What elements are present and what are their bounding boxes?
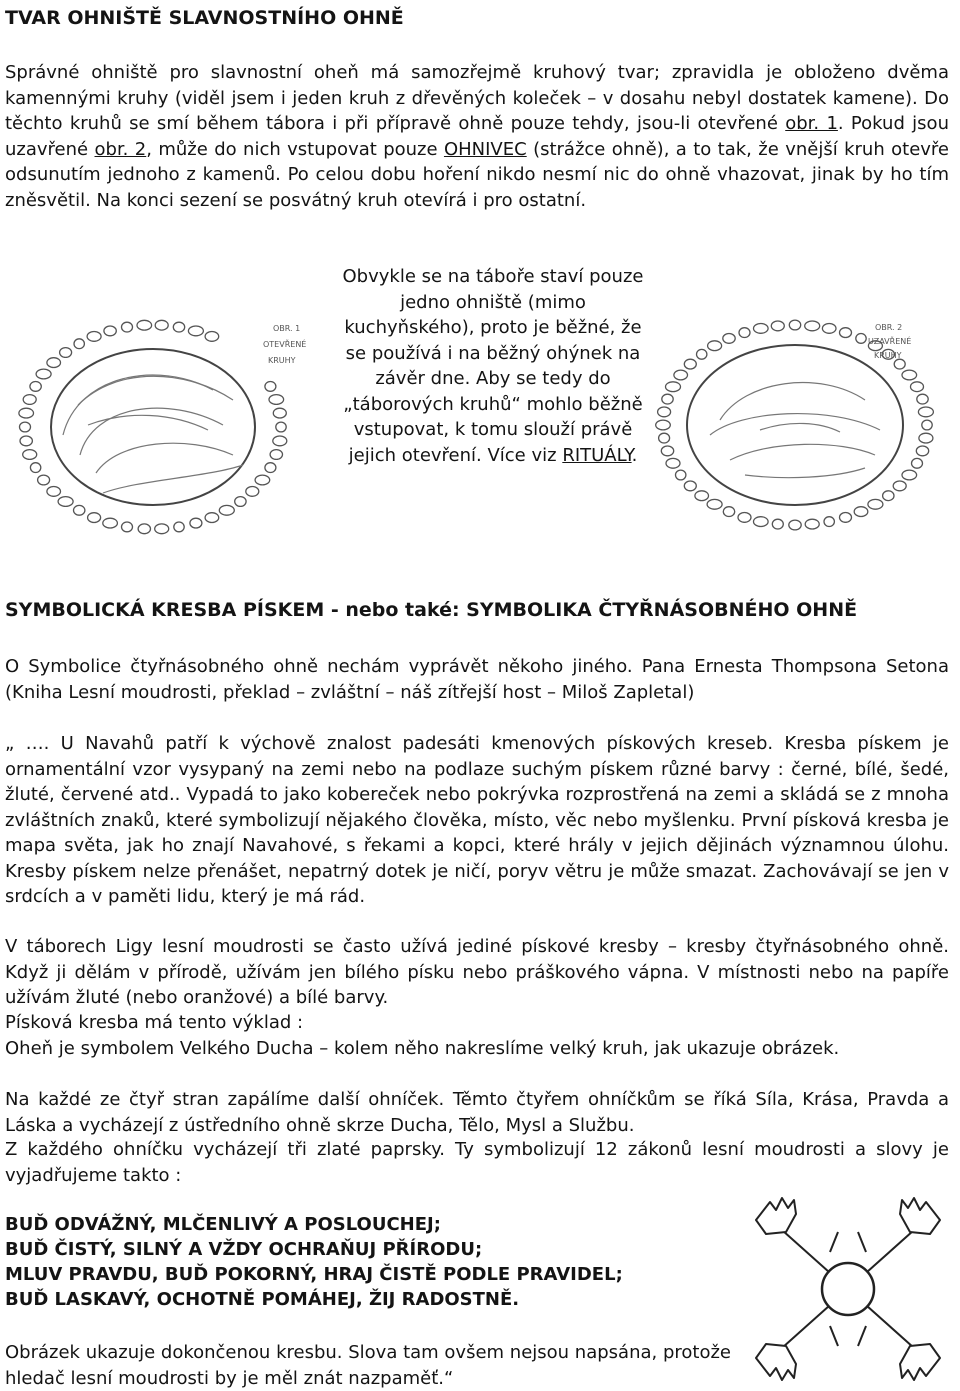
stone [893,481,906,491]
stone [659,433,670,443]
stone [19,408,34,418]
stone [912,458,923,468]
paragraph-text: , může do nich vstupovat pouze [146,138,444,160]
stone [36,369,51,379]
stone [708,341,722,351]
paragraph-finished-drawing: Obrázek ukazuje dokončenou kresbu. Slova tam ovšem nejsou napsána, protože hledač lesní moudrosti by je měl znát nazpaměť.“ [5,1342,731,1389]
stone [656,420,671,430]
paragraph-text: . Pokud jsou uzavřené [5,113,949,160]
figure-label: OBR. 1 [273,324,301,333]
stone [20,422,31,432]
stone [883,491,894,501]
stone [754,517,769,527]
stone [138,524,150,534]
stone [173,322,184,332]
stone [60,348,72,358]
fourfold-fire-drawing [738,1192,958,1386]
stone [902,470,917,480]
side-note-end: . [631,444,638,466]
stone [894,359,905,369]
link-obr-2[interactable]: obr. 2 [94,138,147,160]
stone [38,475,50,485]
stone [246,487,259,497]
stone [738,513,751,523]
laws-list [5,1212,765,1312]
stone [122,322,133,332]
paragraph-text: Správné ohniště pro slavnostní oheň má samozřejmě kruhový tvar; zpravidla je obloženo dvěma kamennými kruhy (viděl jsem i jeden kruh z dřevěných koleček – v dosahu nebyl dostatek kamene). Do těchto kruhů se smí během tábora i při přípravě ohně pouze tehdy, jsou-li otevřené [5,62,949,134]
stone [723,334,735,344]
stone [205,513,219,523]
law-line: BUĎ ČISTÝ, SILNÝ A VŽDY OCHRAŇUJ PŘÍRODU; [5,1239,483,1260]
paragraph-league-camps: V táborech Ligy lesní moudrosti se často užívá jediné pískové kresby – kresby čtyřnásobného ohně. Když ji dělám v přírodě, užívám jen bílého písku nebo práškového vápna. V místnosti nebo na papíře užívám žluté (nebo oranžové) a bílé barvy. [5,936,949,1008]
stone [840,328,852,338]
stone [104,326,116,336]
stone [902,370,917,380]
stone [919,433,933,443]
stone [47,487,61,497]
stone [856,334,866,344]
stone [74,339,84,349]
stone [674,370,688,380]
stone [789,520,801,530]
stone [235,497,246,507]
stone [684,481,696,491]
stone [87,332,101,342]
stone [840,513,852,523]
stone [789,320,800,330]
stone [122,522,133,532]
figure-label: OBR. 2 [875,323,903,332]
ray-line [858,1326,866,1346]
central-fire-circle [822,1263,874,1315]
stone [30,382,41,392]
stone [219,505,234,515]
stone [868,499,883,509]
inner-circle-line [687,345,903,505]
paragraph-four-fires: Na každé ze čtyř stran zapálíme další ohníček. Těmto čtyřem ohníčkům se říká Síla, Krása, Pravda a Láska a vycházejí z ústředního ohně skrze Ducha, Tělo, Mysl a Službu. [5,1089,949,1136]
stone-ring [19,320,287,533]
link-ritualy[interactable]: RITUÁLY [562,444,632,466]
stone [137,320,152,330]
stone [205,332,219,342]
law-line: BUĎ LASKAVÝ, OCHOTNĚ POMÁHEJ, ŽIJ RADOSTNĚ. [5,1289,520,1310]
paragraph-sand-drawing-navajo: „ …. U Navahů patří k výchově znalost padesáti kmenových pískových kreseb. Kresba pískem je ornamentální vzor vysypaný na zemi nebo na podlaze suchým pískem různé barvy : černé, bílé, šedé, žluté, červené atd.. Vypadá to jako kobereček nebo pokrývka rozprostřená na zemi a skládá se z mnoha zvláštních znaků, které symbolizují nějakého člověka, místo, věc nebo myšlenku. První písková kresba je mapa světa, jak ho znají Navahové, s řekami a kopci, které hrály v jejich dějinách významnou úlohu. Kresby pískem nelze přenášet, nepatrný dotek je ničí, poryv větru je může smazat. Zachovávají se jen v srdcích a v paměti lidu, který je má rád. [5,733,949,907]
stone [922,420,932,430]
stone [805,321,820,331]
figure-label: OTEVŘENÉ [263,340,307,349]
stone [739,328,750,338]
paragraph-golden-rays: Z každého ohníčku vycházejí tři zlaté paprsky. Ty symbolizují 12 zákonů lesní moudrosti a slovy je vyjadřujeme takto : [5,1139,949,1186]
stone [676,470,686,480]
paragraph-sand-drawing-intro: O Symbolice čtyřnásobného ohně nechám vyprávět někoho jiného. Pana Ernesta Thompsona Setona (Kniha Lesní moudrosti, překlad – zvláštní – náš zítřejší host – Miloš Zapletal) [5,656,949,703]
stone [662,394,673,404]
paragraph-text: (strážce ohně), a to tak, že vnější kruh otevře odsunutím jednoho z kamenů. Po celou dobu hoření nikdo nesmí nic do ohně vhazovat, jinak by ho tím zněsvětil. Na konci sezení se posvátný kruh otevírá i pro ostatní. [5,138,949,211]
stone [772,519,783,529]
figure-open-circles [8,305,338,540]
figure-label: UZAVŘENÉ [868,337,912,346]
stone [269,395,284,405]
stone [273,408,286,418]
link-ohnivec[interactable]: OHNIVEC [443,138,527,160]
stone [20,436,32,446]
stone [754,324,769,334]
stone [916,446,928,456]
stone [854,507,868,517]
stone [276,422,286,432]
stone [190,518,202,528]
stone [265,463,276,473]
stone [23,395,36,405]
ray-line [830,1326,838,1346]
stone [255,475,270,485]
stone [155,524,169,534]
stone [707,499,722,509]
stone [155,320,168,330]
stone [74,505,85,515]
stone [723,507,734,517]
law-line: MLUV PRAVDU, BUĎ POKORNÝ, HRAJ ČISTĚ PODLE PRAVIDEL; [5,1264,623,1285]
stone [188,326,203,336]
stone [174,522,184,532]
stone [666,382,681,392]
hand-bottom-right-icon [900,1344,940,1380]
stone [88,513,101,523]
law-line: BUĎ ODVÁŽNÝ, MLČENLIVÝ A POSLOUCHEJ; [5,1214,441,1235]
hand-top-left-icon [756,1198,796,1234]
stone [666,458,680,468]
stone [58,497,73,507]
ray-line [858,1232,866,1252]
stone [273,436,287,446]
stone [103,518,118,528]
link-obr-1[interactable]: obr. 1 [785,113,838,134]
stone [265,382,276,392]
stone [270,450,282,460]
figure-closed-circles [650,310,950,535]
stone [695,491,709,501]
hand-top-right-icon [900,1198,940,1234]
stone [30,463,40,473]
figure-label: KRUHY [874,351,902,360]
stone [805,519,819,529]
stone [697,349,707,359]
stone [917,394,928,404]
stone [658,407,671,417]
stone [23,450,37,460]
paragraph-interpretation: Písková kresba má tento výklad : [5,1012,304,1033]
stone [822,324,836,334]
stone [824,517,834,527]
stone [684,359,696,369]
hand-bottom-left-icon [756,1344,796,1380]
section-title-sand-drawing: SYMBOLICKÁ KRESBA PÍSKEM - nebo také: SYMBOLIKA ČTYŘNÁSOBNÉHO OHNĚ [5,599,858,621]
stone [911,382,924,392]
section-title-fire-pit: TVAR OHNIŠTĚ SLAVNOSTNÍHO OHNĚ [5,7,404,29]
paragraph-fire-pit-shape [5,60,949,213]
side-note-text: Obvykle se na táboře staví pouze jedno ohniště (mimo kuchyňského), proto je běžné, že se používá i na běžný ohýnek na závěr dne. Aby se tedy do „táborových kruhů“ mohlo běžně vstupovat, k tomu slouží právě jejich otevření. Více viz [342,266,644,466]
stone [918,407,933,417]
figure-label: KRUHY [268,356,296,365]
stone [47,358,61,368]
paragraph-great-spirit: Oheň je symbolem Velkého Ducha – kolem něho nakreslíme velký kruh, jak ukazuje obrázek. [5,1038,840,1059]
stone [661,446,673,456]
side-note-open-circles [338,264,648,468]
stone [771,321,784,331]
ray-line [830,1232,838,1252]
